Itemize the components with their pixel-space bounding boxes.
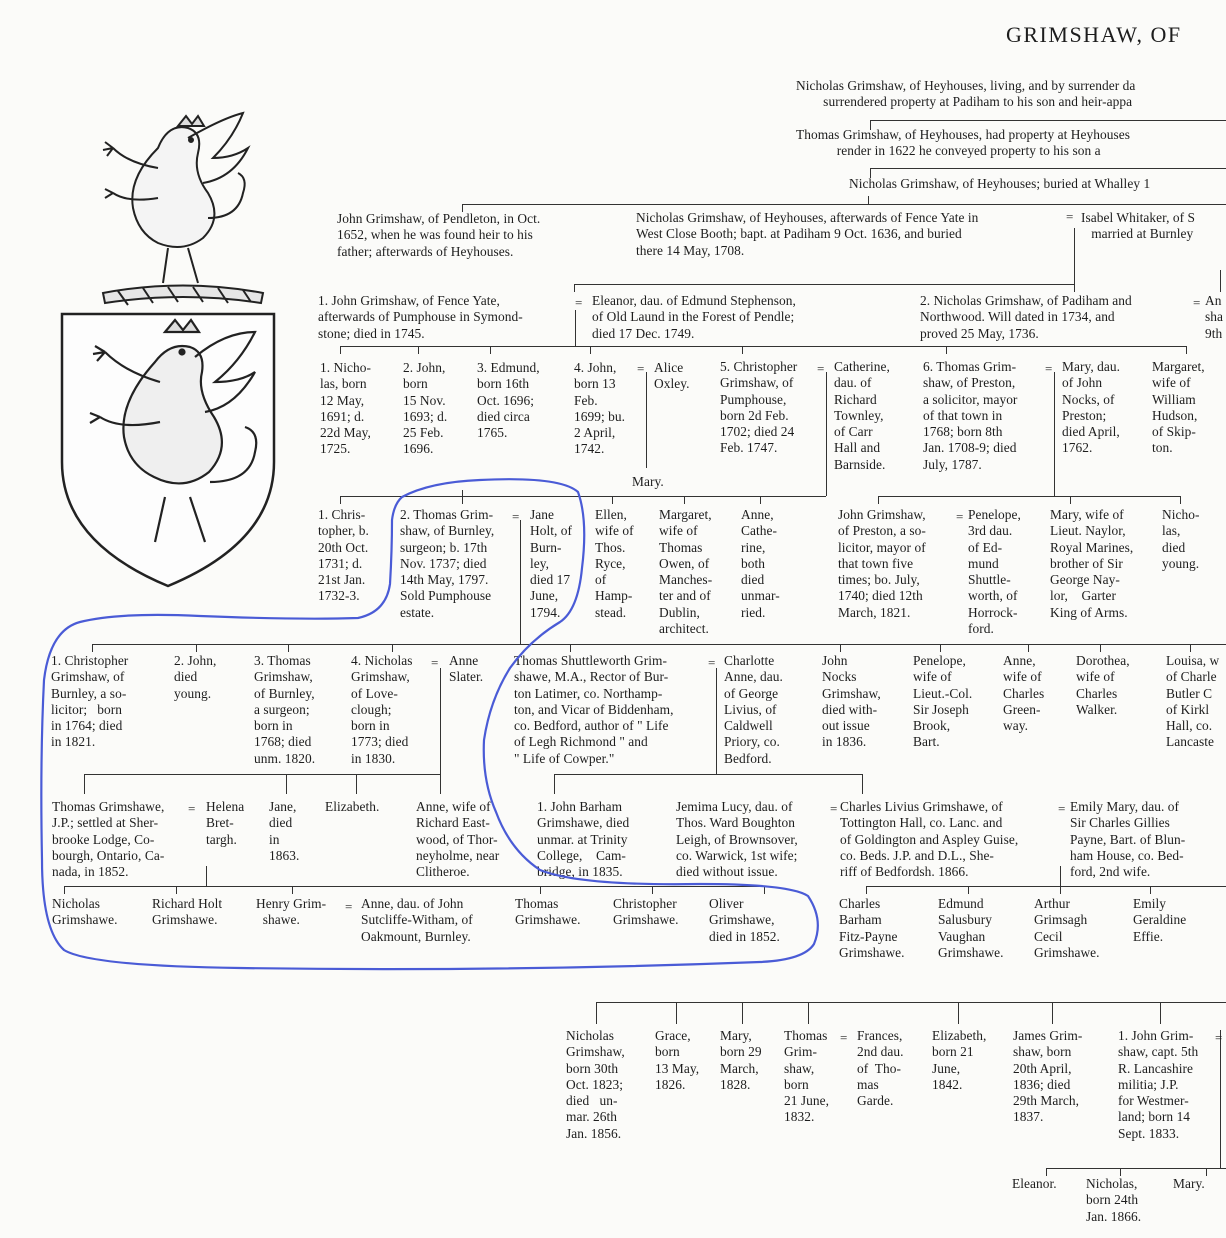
entry-james-grimshaw-1836: James Grim- shaw, born 20th April, 1836; died 29th March, 1837.	[1013, 1028, 1083, 1125]
entry-margaret-owen: Margaret, wife of Thomas Owen, of Manches- ter and of Dublin, architect.	[659, 507, 713, 637]
entry-anne-catherine: Anne, Cathe- rine, both died unmar- ried.	[741, 507, 780, 620]
pedigree-page: GRIMSHAW, OF = = = = = = = = = = = = = = = = Nicholas Grimshaw, of Heyhouses, living, and by surrender da surrendered property at Padiham to his son and heir-appa Thomas Grimshaw, of Heyhouses, had property at Heyhouses render in 1622 he conveyed property to his son a Nicholas Grimshaw, of Heyhouses; buried at Whalley 1 John Grimshaw, of Pendleton, in Oct. 1652, when he was found heir to his father; afterwards of Heyhouses. Nicholas Grimshaw, of Heyhouses, afterwards of Fence Yate in West Close Booth; bapt. at Padiham 9 Oct. 1636, and buried there 14 May, 1708. Isabel Whitaker, of S married at Burnley 1. John Grimshaw, of Fence Yate, afterwards of Pumphouse in Symond- stone; died in 1745. Eleanor, dau. of Edmund Stephenson, of Old Laund in the Forest of Pendle; died 17 Dec. 1749. 2. Nicholas Grimshaw, of Padiham and Northwood. Will dated in 1734, and proved 25 May, 1736. An sha 9th 1. Nicho- las, born 12 May, 1691; d. 22d May, 1725. 2. John, born 15 Nov. 1693; d. 25 Feb. 1696. 3. Edmund, born 16th Oct. 1696; died circa 1765. 4. John, born 13 Feb. 1699; bu. 2 April, 1742. Alice Oxley. Mary. 5. Christopher Grimshaw, of Pumphouse, born 2d Feb. 1702; died 24 Feb. 1747. Catherine, dau. of Richard Townley, of Carr Hall and Barnside. 6. Thomas Grim- shaw, of Preston, a solicitor, mayor of that town in 1768; born 8th Jan. 1708-9; died July, 1787. Mary, dau. of John Nocks, of Preston; died April, 1762. Margaret, wife of William Hudson, of Skip- ton. 1. Chris- topher, b. 20th Oct. 1731; d. 21st Jan. 1732-3. 2. Thomas Grim- shaw, of Burnley, surgeon; b. 17th Nov. 1737; died 14th May, 1797. Sold Pumphouse estate. Jane Holt, of Burn- ley, died 17 June, 1794. Ellen, wife of Thos. Ryce, of Hamp- stead. Margaret, wife of Thomas Owen, of Manches- ter and of Dublin, architect. Anne, Cathe- rine, both died unmar- ried. John Grimshaw, of Preston, a so- licitor, mayor of that town five times; bo. July, 1740; died 12th March, 1821. Penelope, 3rd dau. of Ed- mund Shuttle- worth, of Horrock- ford. Mary, wife of Lieut. Naylor, Royal Marines, brother of Sir George Nay- lor, Garter King of Arms. Nicho- las, died young. 1. Christopher Grimshaw, of Burnley, a so- licitor; born in 1764; died in 1821. 2. John, died young. 3. Thomas Grimshaw, of Burnley, a surgeon; born in 1768; died unm. 1820. 4. Nicholas Grimshaw, of Love- clough; born in 1773; died in 1830. Anne Slater. Thomas Shuttleworth Grim- shawe, M.A., Rector of Bur- ton Latimer, co. Northamp- ton, and Vicar of Biddenham, co. Bedford, author of " Life of Legh Richmond " and " Life of Cowper." Charlotte Anne, dau. of George Livius, of Caldwell Priory, co. Bedford. John Nocks Grimshaw, died with- out issue in 1836. Penelope, wife of Lieut.-Col. Sir Joseph Brook, Bart. Anne, wife of Charles Green- way. Dorothea, wife of Charles Walker. Louisa, w of Charle Butler C of Kirkl Hall, co. Lancaste Thomas Grimshawe, J.P.; settled at Sher- brooke Lodge, Co- bourgh, Ontario, Ca- nada, in 1852. Helena Bret- targh. Jane, died in 1863. Elizabeth. Anne, wife of Richard East- wood, of Thor- neyholme, near Clitheroe. 1. John Barham Grimshawe, died unmar. at Trinity College, Cam- bridge, in 1835. Jemima Lucy, dau. of Thos. Ward Boughton Leigh, of Brownsover, co. Warwick, 1st wife; died without issue. Charles Livius Grimshawe, of Tottington Hall, co. Lanc. and of Goldington and Aspley Guise, co. Beds. J.P. and D.L., She- riff of Bedfordsh. 1866. Emily Mary, dau. of Sir Charles Gillies Payne, Bart. of Blun- ham House, co. Bed- ford, 2nd wife. Nicholas Grimshawe. Richard Holt Grimshawe. Henry Grim- shawe. Anne, dau. of John Sutcliffe-Witham, of Oakmount, Burnley. Thomas Grimshawe. Christopher Grimshawe. Oliver Grimshawe, died in 1852. Charles Barham Fitz-Payne Grimshawe. Edmund Salusbury Vaughan Grimshawe. Arthur Grimsagh Cecil Grimshawe. Emily Geraldine Effie. Nicholas Grimshaw, born 30th Oct. 1823; died un- mar. 26th Jan. 1856. Grace, born 13 May, 1826. Mary, born 29 March, 1828. Thomas Grim- shaw, born 21 June, 1832. Frances, 2nd dau. of Tho- mas Garde. Elizabeth, born 21 June, 1842. James Grim- shaw, born 20th April, 1836; died 29th March, 1837. 1. John Grim- shaw, capt. 5th R. Lancashire militia; J.P. for Westmer- land; born 14 Sept. 1833. Eleanor. Nicholas, born 24th Jan. 1866. Mary.	[0, 0, 1226, 1238]
entry-thomas-grimshaw-heyhouses: Thomas Grimshaw, of Heyhouses, had property at Heyhouses render in 1622 he conveyed property to his son a	[796, 127, 1131, 159]
entry-nicholas-grimshaw-heyhouses-living: Nicholas Grimshaw, of Heyhouses, living, and by surrender da surrendered property at Padiham to his son and heir-appa	[796, 78, 1136, 110]
entry-charles-barham-fitz-payne: Charles Barham Fitz-Payne Grimshawe.	[839, 896, 905, 960]
entry-emily-mary-payne: Emily Mary, dau. of Sir Charles Gillies Payne, Bart. of Blun- ham House, co. Bed- ford, 2nd wife.	[1070, 799, 1186, 880]
entry-thomas-grimshaw-1832: Thomas Grim- shaw, born 21 June, 1832.	[784, 1028, 830, 1125]
entry-nicholas-died-young: Nicho- las, died young.	[1162, 507, 1200, 571]
entry-elizabeth: Elizabeth.	[325, 799, 380, 814]
entry-john-grimshaw-preston-1740: John Grimshaw, of Preston, a so- licitor, mayor of that town five times; bo. July, 1740; died 12th March, 1821.	[838, 507, 926, 620]
entry-nicholas-grimshaw-buried-whalley: Nicholas Grimshaw, of Heyhouses; buried at Whalley 1	[849, 176, 1151, 191]
entry-christopher-1731: 1. Chris- topher, b. 20th Oct. 1731; d. 21st Jan. 1732-3.	[318, 507, 369, 604]
entry-charles-livius-grimshawe: Charles Livius Grimshawe, of Tottington Hall, co. Lanc. and of Goldington and Aspley Guise, co. Beds. J.P. and D.L., She- riff of Bedfordsh. 1866.	[840, 799, 1019, 880]
entry-john-grimshaw-capt: 1. John Grim- shaw, capt. 5th R. Lancashire militia; J.P. for Westmer- land; born 14 Sept. 1833.	[1118, 1028, 1199, 1141]
entry-john-1699: 4. John, born 13 Feb. 1699; bu. 2 April, 1742.	[574, 360, 626, 457]
entry-thomas-shuttleworth-grimshawe: Thomas Shuttleworth Grim- shawe, M.A., Rector of Bur- ton Latimer, co. Northamp- ton, and Vicar of Biddenham, co. Bedford, author of " Life of Legh Richmond " and " Life of Cowper."	[514, 653, 674, 766]
entry-mary-nocks: Mary, dau. of John Nocks, of Preston; died April, 1762.	[1062, 359, 1121, 456]
entry-nicholas-1866: Nicholas, born 24th Jan. 1866.	[1086, 1176, 1142, 1224]
entry-john-died-young: 2. John, died young.	[174, 653, 217, 701]
entry-penelope-brook: Penelope, wife of Lieut.-Col. Sir Joseph Brook, Bart.	[913, 653, 973, 750]
entry-helena-brettargh: Helena Bret- targh.	[206, 799, 245, 847]
entry-anne-greenway: Anne, wife of Charles Green- way.	[1003, 653, 1045, 734]
entry-edmund-1696: 3. Edmund, born 16th Oct. 1696; died circa 1765.	[477, 360, 540, 441]
entry-ellen-ryce: Ellen, wife of Thos. Ryce, of Hamp- stead.	[595, 507, 634, 620]
entry-penelope-shuttleworth: Penelope, 3rd dau. of Ed- mund Shuttle- worth, of Horrock- ford.	[968, 507, 1021, 637]
entry-grace-1826: Grace, born 13 May, 1826.	[655, 1028, 700, 1092]
entry-thomas-grimshaw-preston: 6. Thomas Grim- shaw, of Preston, a solicitor, mayor of that town in 1768; born 8th Jan. 1708-9; died July, 1787.	[923, 359, 1018, 472]
entry-thomas-grimshawe: Thomas Grimshawe.	[515, 896, 581, 928]
entry-thomas-grimshaw-burnley-surgeon: 2. Thomas Grim- shaw, of Burnley, surgeon; b. 17th Nov. 1737; died 14th May, 1797. Sold Pumphouse estate.	[400, 507, 495, 620]
entry-dorothea-walker: Dorothea, wife of Charles Walker.	[1076, 653, 1130, 717]
entry-christopher-grimshaw-1764: 1. Christopher Grimshaw, of Burnley, a so- licitor; born in 1764; died in 1821.	[51, 653, 129, 750]
entry-charlotte-anne-livius: Charlotte Anne, dau. of George Livius, of Caldwell Priory, co. Bedford.	[724, 653, 783, 766]
entry-eleanor: Eleanor.	[1012, 1176, 1057, 1191]
entry-john-barham-grimshawe: 1. John Barham Grimshawe, died unmar. at Trinity College, Cam- bridge, in 1835.	[537, 799, 630, 880]
entry-louisa-butler: Louisa, w of Charle Butler C of Kirkl Hall, co. Lancaste	[1166, 653, 1220, 750]
entry-john-grimshaw-pendleton: John Grimshaw, of Pendleton, in Oct. 1652, when he was found heir to his father; afterwards of Heyhouses.	[337, 211, 541, 259]
entry-nicholas-1691: 1. Nicho- las, born 12 May, 1691; d. 22d May, 1725.	[320, 360, 372, 457]
entry-mary: Mary.	[632, 474, 664, 489]
entry-anne-sutcliffe-witham: Anne, dau. of John Sutcliffe-Witham, of Oakmount, Burnley.	[361, 896, 473, 944]
entry-emily-geraldine-effie: Emily Geraldine Effie.	[1133, 896, 1187, 944]
entry-catherine-townley: Catherine, dau. of Richard Townley, of Carr Hall and Barnside.	[834, 359, 890, 472]
entry-mary-1828: Mary, born 29 March, 1828.	[720, 1028, 762, 1092]
entry-john-grimshaw-fence-yate: 1. John Grimshaw, of Fence Yate, afterwards of Pumphouse in Symond- stone; died in 1745.	[318, 293, 523, 341]
page-title: GRIMSHAW, OF	[1006, 22, 1182, 47]
entry-john-1693: 2. John, born 15 Nov. 1693; d. 25 Feb. 1696.	[403, 360, 448, 457]
entry-christopher-grimshawe: Christopher Grimshawe.	[613, 896, 679, 928]
entry-henry-grimshawe: Henry Grim- shawe.	[256, 896, 327, 928]
entry-nicholas-grimshaw-padiham: 2. Nicholas Grimshaw, of Padiham and Northwood. Will dated in 1734, and proved 25 May, 1736.	[920, 293, 1132, 341]
entry-alice-oxley: Alice Oxley.	[654, 360, 690, 392]
entry-eleanor-stephenson: Eleanor, dau. of Edmund Stephenson, of Old Laund in the Forest of Pendle; died 17 Dec. 1749.	[592, 293, 796, 341]
entry-jemima-lucy-leigh: Jemima Lucy, dau. of Thos. Ward Boughton Leigh, of Brownsover, co. Warwick, 1st wife; died without issue.	[676, 799, 798, 880]
entry-jane-holt: Jane Holt, of Burn- ley, died 17 June, 1794.	[530, 507, 573, 620]
entry-frances-garde: Frances, 2nd dau. of Tho- mas Garde.	[857, 1028, 904, 1109]
entry-edmund-salusbury-vaughan: Edmund Salusbury Vaughan Grimshawe.	[938, 896, 1004, 960]
entry-thomas-grimshawe-jp: Thomas Grimshawe, J.P.; settled at Sher- brooke Lodge, Co- bourgh, Ontario, Ca- nada, in 1852.	[52, 799, 165, 880]
entry-nicholas-grimshawe: Nicholas Grimshawe.	[52, 896, 118, 928]
entry-oliver-grimshawe: Oliver Grimshawe, died in 1852.	[709, 896, 780, 944]
entry-isabel-whitaker: Isabel Whitaker, of S married at Burnley	[1081, 210, 1196, 242]
entry-richard-holt-grimshawe: Richard Holt Grimshawe.	[152, 896, 223, 928]
entry-anne-slater: Anne Slater.	[449, 653, 484, 685]
entry-mary-naylor: Mary, wife of Lieut. Naylor, Royal Marines, brother of Sir George Nay- lor, Garter King of Arms.	[1050, 507, 1134, 620]
entry-anne-eastwood: Anne, wife of Richard East- wood, of Thor- neyholme, near Clitheroe.	[416, 799, 500, 880]
entry-christopher-grimshaw-pumphouse: 5. Christopher Grimshaw, of Pumphouse, born 2d Feb. 1702; died 24 Feb. 1747.	[720, 359, 798, 456]
entry-an-cut: An sha 9th	[1205, 293, 1223, 341]
entry-elizabeth-1842: Elizabeth, born 21 June, 1842.	[932, 1028, 987, 1092]
entry-margaret-hudson: Margaret, wife of William Hudson, of Skip- ton.	[1152, 359, 1205, 456]
entry-nicholas-grimshaw-loveclough: 4. Nicholas Grimshaw, of Love- clough; born in 1773; died in 1830.	[351, 653, 413, 766]
entry-nicholas-grimshaw-fence-yate: Nicholas Grimshaw, of Heyhouses, afterwards of Fence Yate in West Close Booth; bapt. at Padiham 9 Oct. 1636, and buried there 14 May, 1708.	[636, 210, 979, 258]
entry-arthur-grimsagh-cecil: Arthur Grimsagh Cecil Grimshawe.	[1034, 896, 1100, 960]
entry-jane-1863: Jane, died in 1863.	[269, 799, 300, 863]
entry-thomas-grimshaw-1768: 3. Thomas Grimshaw, of Burnley, a surgeon; born in 1768; died unm. 1820.	[254, 653, 316, 766]
entry-nicholas-grimshaw-1823: Nicholas Grimshaw, born 30th Oct. 1823; died un- mar. 26th Jan. 1856.	[566, 1028, 625, 1141]
entry-mary-last: Mary.	[1173, 1176, 1205, 1191]
entry-john-nocks-grimshaw: John Nocks Grimshaw, died with- out issue in 1836.	[822, 653, 881, 750]
